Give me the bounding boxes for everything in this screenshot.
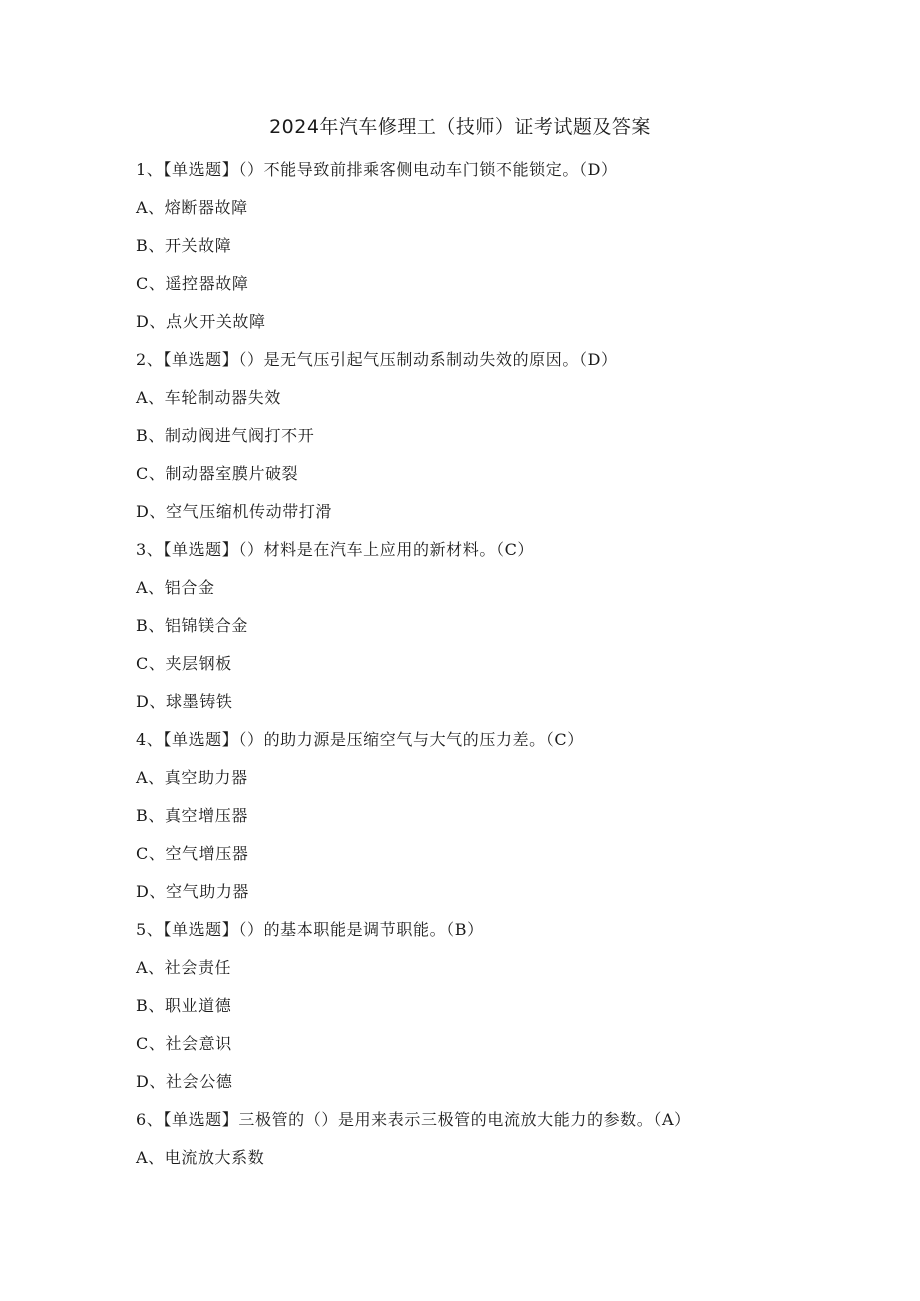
question-5-option-c: C、社会意识 bbox=[136, 1034, 232, 1053]
question-3-option-c: C、夹层钢板 bbox=[136, 654, 232, 673]
question-4-option-d: D、空气助力器 bbox=[136, 882, 250, 901]
question-2-stem: 2、【单选题】（）是无气压引起气压制动系制动失效的原因。（D） bbox=[136, 350, 618, 369]
question-6-option-a: A、电流放大系数 bbox=[136, 1148, 265, 1167]
question-4-option-c: C、空气增压器 bbox=[136, 844, 249, 863]
question-3-option-b: B、铝锦镁合金 bbox=[136, 616, 248, 635]
question-1-stem: 1、【单选题】（）不能导致前排乘客侧电动车门锁不能锁定。（D） bbox=[136, 160, 618, 179]
question-4-option-b: B、真空增压器 bbox=[136, 806, 248, 825]
question-list bbox=[136, 155, 836, 1181]
question-2-option-a: A、车轮制动器失效 bbox=[136, 388, 281, 407]
question-1-option-b: B、开关故障 bbox=[136, 236, 232, 255]
question-2-option-d: D、空气压缩机传动带打滑 bbox=[136, 502, 333, 521]
question-1-option-a: A、熔断器故障 bbox=[136, 198, 248, 217]
question-2-option-b: B、制动阀进气阀打不开 bbox=[136, 426, 315, 445]
question-1-option-d: D、点火开关故障 bbox=[136, 312, 266, 331]
question-4-option-a: A、真空助力器 bbox=[136, 768, 248, 787]
question-6-stem: 6、【单选题】三极管的（）是用来表示三极管的电流放大能力的参数。（A） bbox=[136, 1110, 691, 1129]
question-5-stem: 5、【单选题】（）的基本职能是调节职能。（B） bbox=[136, 920, 484, 939]
question-4-stem: 4、【单选题】（）的助力源是压缩空气与大气的压力差。（C） bbox=[136, 730, 584, 749]
question-3-option-d: D、球墨铸铁 bbox=[136, 692, 233, 711]
question-3-stem: 3、【单选题】（）材料是在汽车上应用的新材料。（C） bbox=[136, 540, 535, 559]
question-1-option-c: C、遥控器故障 bbox=[136, 274, 249, 293]
question-2-option-c: C、制动器室膜片破裂 bbox=[136, 464, 299, 483]
question-5-option-d: D、社会公德 bbox=[136, 1072, 233, 1091]
document-title: 2024年汽车修理工（技师）证考试题及答案 bbox=[269, 116, 651, 138]
question-3-option-a: A、铝合金 bbox=[136, 578, 215, 597]
question-5-option-a: A、社会责任 bbox=[136, 958, 232, 977]
question-5-option-b: B、职业道德 bbox=[136, 996, 232, 1015]
